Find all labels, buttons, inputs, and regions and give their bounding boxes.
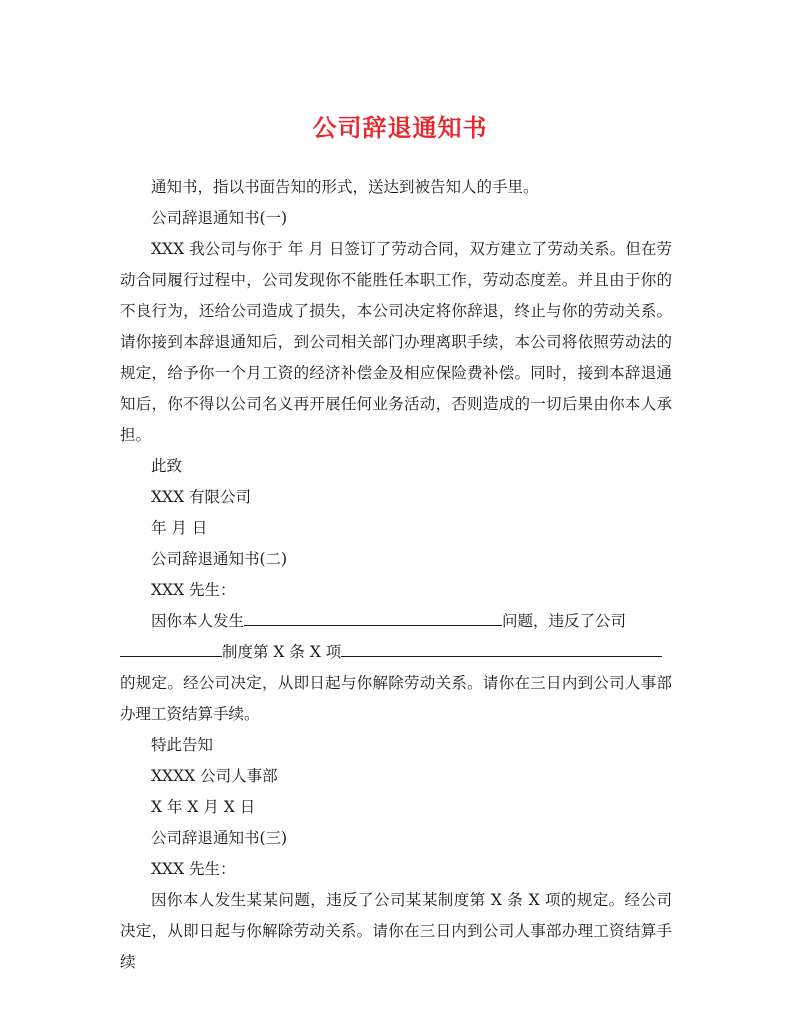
clause-blank xyxy=(341,638,662,657)
notice1-date: 年 月 日 xyxy=(151,519,208,537)
notice1-heading: 公司辞退通知书(一) xyxy=(151,209,288,227)
policy-blank xyxy=(120,638,222,657)
notice2-heading: 公司辞退通知书(二) xyxy=(151,550,288,568)
notice3-heading: 公司辞退通知书(三) xyxy=(151,829,288,847)
notice1-closing: 此致 xyxy=(151,457,183,475)
problem-blank xyxy=(244,607,502,626)
notice2-line1-end: 问题，违反了公司 xyxy=(502,612,627,630)
notice2-date: X 年 X 月 X 日 xyxy=(151,798,256,816)
notice1-body: XXX 我公司与你于 年 月 日签订了劳动合同，双方建立了劳动关系。但在劳动合同履行过程中，公司发现你不能胜任本职工作，劳动态度差。并且由于你的不良行为，还给公司造成了损失，本公司决定将你辞退，终止与你的劳动关系。请你接到本辞退通知后，到公司相关部门办理离职手续，本公司将依照劳动法的规定，给予你一个月工资的经济补偿金及相应保险费补偿。同时，接到本辞退通知后，你不得以公司名义再开展任何业务活动，否则造成的一切后果由你本人承担。 xyxy=(120,240,672,444)
notice2-body-rest: 的规定。经公司决定，从即日起与你解除劳动关系。请你在三日内到公司人事部办理工资结算手续。 xyxy=(120,674,672,723)
notice2-line2-middle: 制度第 X 条 X 项 xyxy=(222,643,342,661)
notice2-fill-line-1 xyxy=(120,606,672,637)
intro-paragraph: 通知书，指以书面告知的形式，送达到被告知人的手里。 xyxy=(151,178,539,196)
notice3-salutation: XXX 先生： xyxy=(151,860,236,878)
notice2-department: XXXX 公司人事部 xyxy=(151,767,278,785)
notice2-line1-start: 因你本人发生 xyxy=(151,612,245,630)
notice3-body: 因你本人发生某某问题，违反了公司某某制度第 X 条 X 项的规定。经公司决定，从即日起与你解除劳动关系。请你在三日内到公司人事部办理工资结算手续 xyxy=(120,891,672,971)
document-body xyxy=(120,172,672,978)
notice1-company: XXX 有限公司 xyxy=(151,488,252,506)
notice2-salutation: XXX 先生： xyxy=(151,581,236,599)
notice2-fill-line-2 xyxy=(120,637,672,668)
document-title: 公司辞退通知书 xyxy=(312,113,488,142)
notice2-closing: 特此告知 xyxy=(151,736,214,754)
